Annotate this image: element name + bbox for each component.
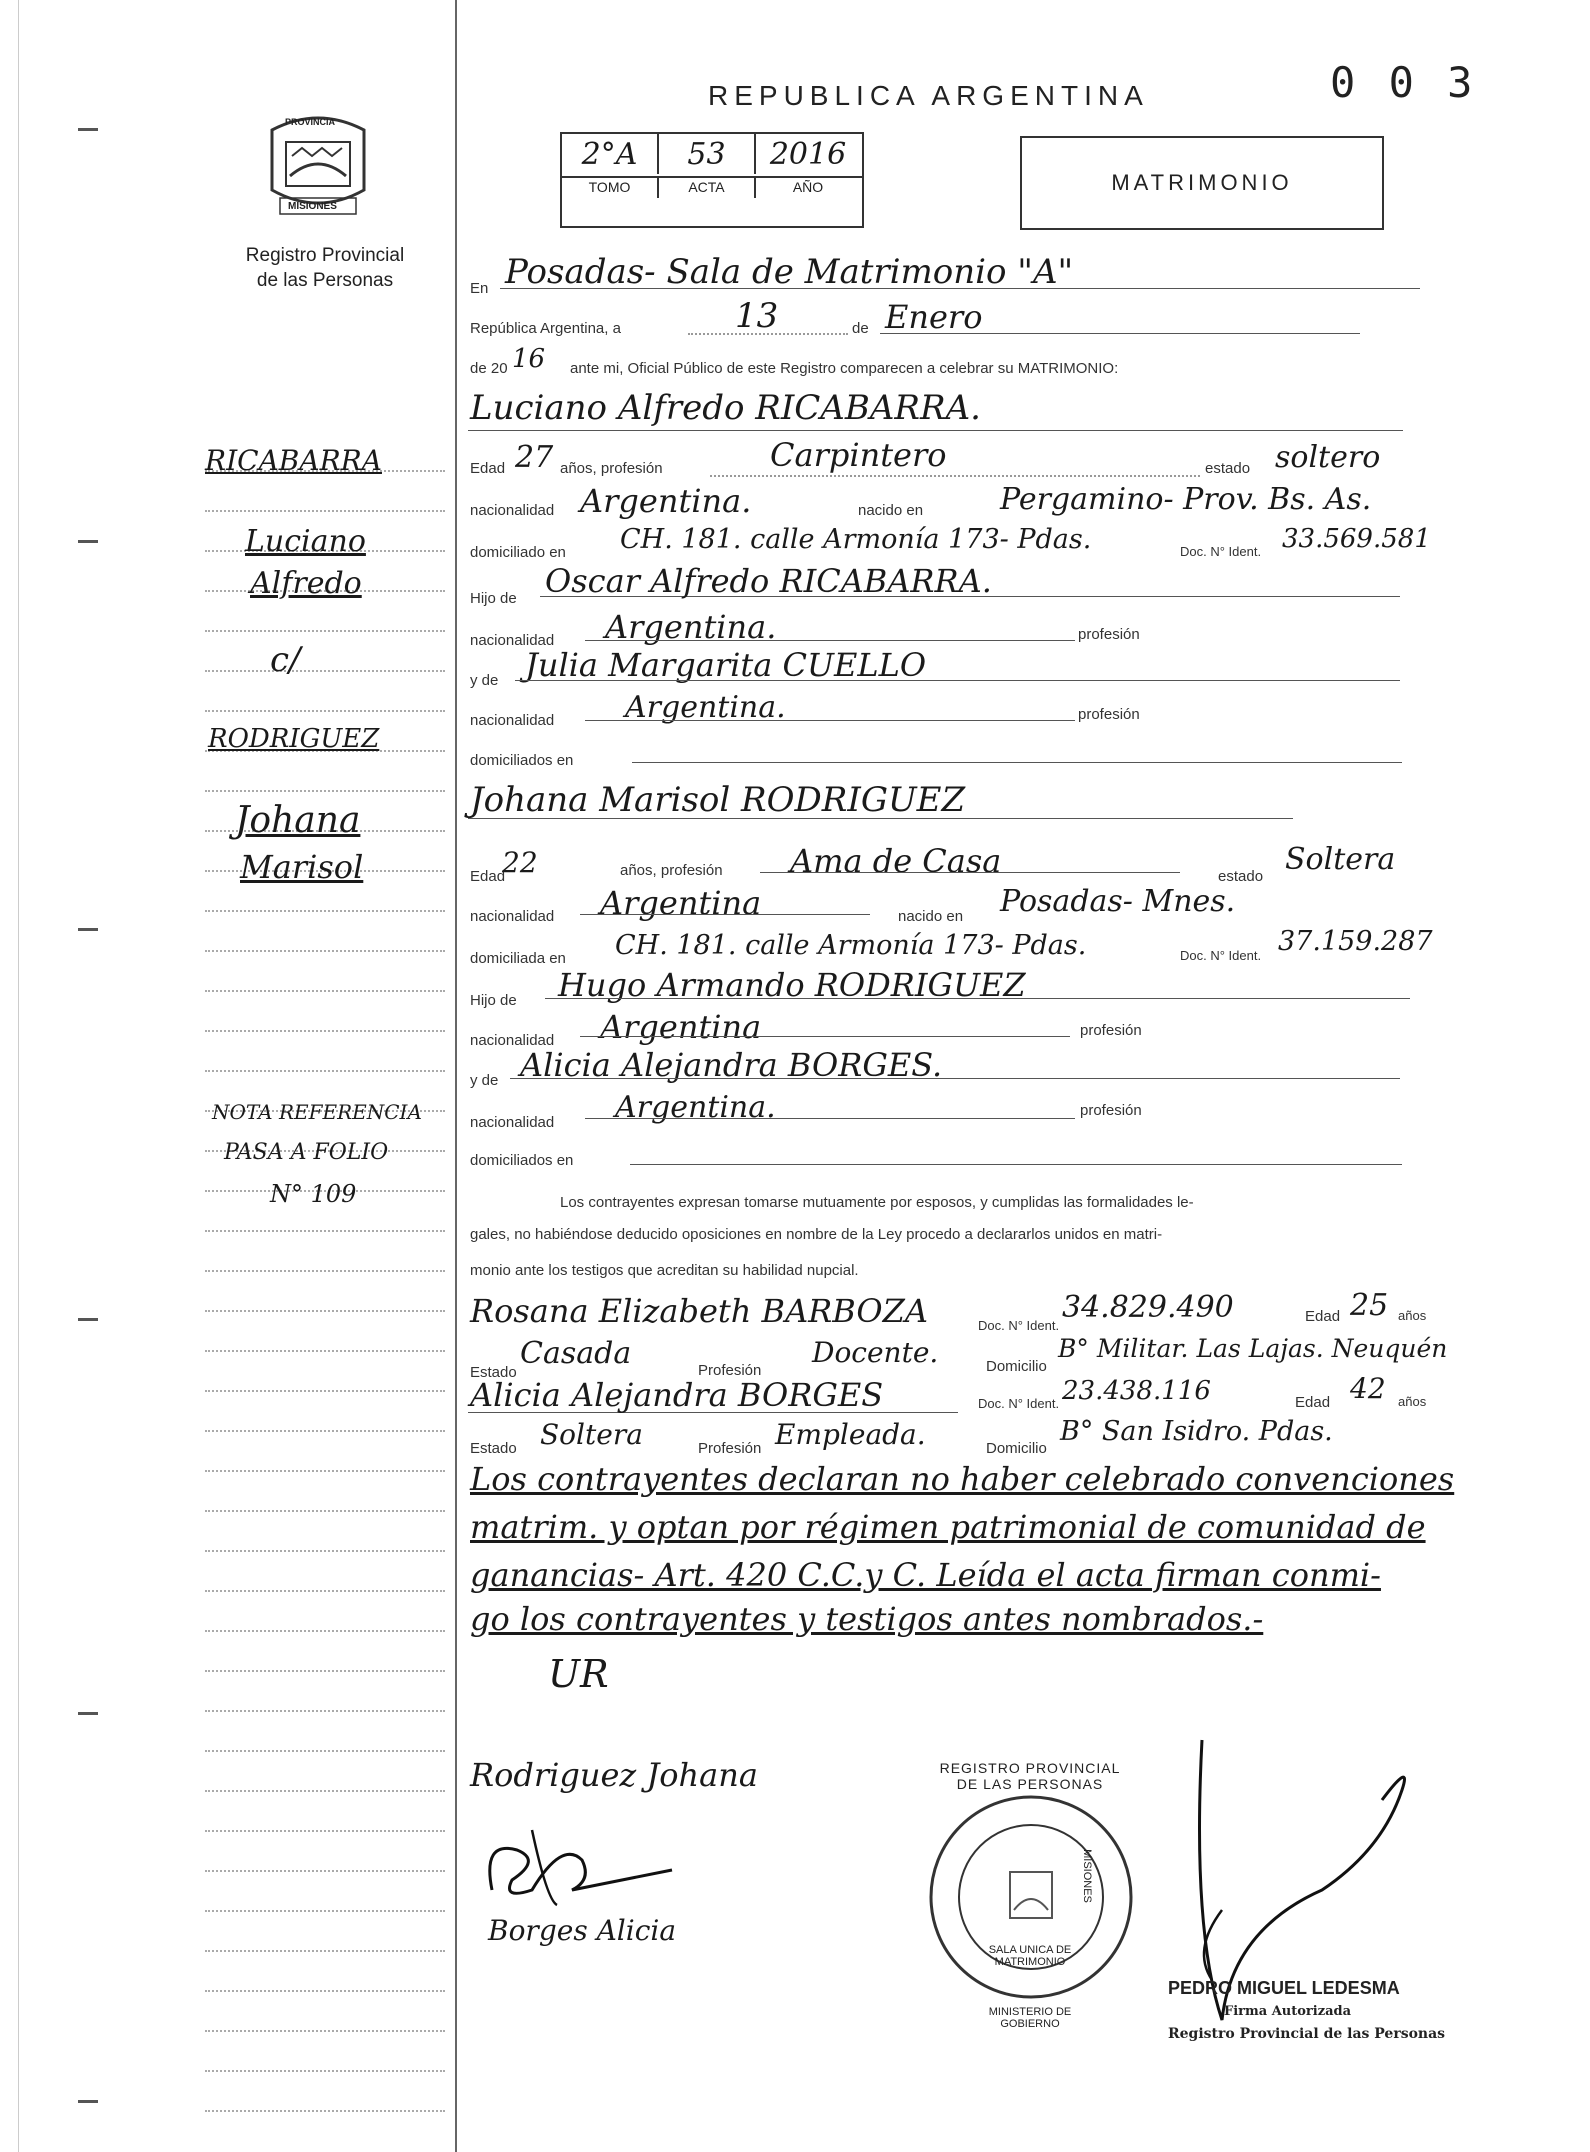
- month-value: Enero: [885, 298, 983, 336]
- groom-civil-status: soltero: [1275, 440, 1381, 475]
- binding-mark: [78, 128, 98, 131]
- bride-birthplace: Posadas- Mnes.: [1000, 884, 1236, 919]
- bride-nacionalidad-label: nacionalidad: [470, 908, 555, 925]
- witness1-name: Rosana Elizabeth BARBOZA: [470, 1292, 928, 1330]
- groom-mother: Julia Margarita CUELLO: [525, 646, 927, 684]
- groom-name2-margin: Alfredo: [250, 566, 362, 601]
- left-ruled-line: [205, 1310, 445, 1312]
- declaration-line-2: gales, no habiéndose deducido oposiciones en nombre de la Ley procedo a declararlos unidos en matri-: [470, 1226, 1163, 1243]
- witness2-profession: Empleada.: [775, 1418, 926, 1451]
- bride-father-prof-label: profesión: [1080, 1022, 1142, 1039]
- witness1-doc-label: Doc. N° Ident.: [978, 1318, 1060, 1333]
- left-ruled-line: [205, 1030, 445, 1032]
- bride-full-name: Johana Marisol RODRIGUEZ: [470, 780, 966, 820]
- signature-rodriguez: Rodriguez Johana: [470, 1756, 758, 1794]
- bride-domicilio-label: domiciliada en: [470, 950, 566, 967]
- year-suffix-value: 16: [512, 344, 546, 374]
- bride-nationality: Argentina: [600, 884, 762, 922]
- left-ruled-line: [205, 1750, 445, 1752]
- witness1-profesion-label: Profesión: [698, 1362, 762, 1379]
- left-ruled-line: [205, 1350, 445, 1352]
- record-box: [560, 132, 864, 228]
- bride-age: 22: [502, 846, 538, 879]
- notes-line-4: go los contrayentes y testigos antes nombrados.-: [470, 1600, 1264, 1638]
- witness1-edad-label: Edad: [1305, 1308, 1341, 1325]
- groom-father-nationality: Argentina.: [605, 608, 777, 646]
- groom-nacido-label: nacido en: [858, 502, 924, 519]
- note-reference-3: N° 109: [270, 1180, 357, 1208]
- notes-line-3: ganancias- Art. 420 C.C.y C. Leída el acta firman conmi-: [470, 1556, 1381, 1594]
- bride-mother-nationality: Argentina.: [615, 1090, 776, 1125]
- left-ruled-line: [205, 910, 445, 912]
- witness1-anios-label: años: [1398, 1308, 1427, 1323]
- left-ruled-line: [205, 790, 445, 792]
- left-ruled-line: [205, 1070, 445, 1072]
- groom-edad-label: Edad: [470, 460, 506, 477]
- en-label: En: [470, 280, 489, 297]
- declaration-line-1: Los contrayentes expresan tomarse mutuamente por esposos, y cumplidas las formalidades le-: [560, 1194, 1194, 1211]
- bride-doc-number: 37.159.287: [1278, 926, 1433, 957]
- tomo-value: 2°A: [562, 134, 659, 174]
- binding-mark: [78, 1712, 98, 1715]
- witness1-doc: 34.829.490: [1062, 1290, 1234, 1325]
- bride-yde-label: y de: [470, 1072, 499, 1089]
- bride-name2-margin: Marisol: [240, 848, 364, 886]
- groom-hijo-label: Hijo de: [470, 590, 517, 607]
- left-ruled-line: [205, 1510, 445, 1512]
- left-ruled-line: [205, 630, 445, 632]
- witness2-doc: 23.438.116: [1062, 1376, 1211, 1406]
- left-ruled-line: [205, 1550, 445, 1552]
- registry-line-1: Registro Provincial: [245, 245, 405, 266]
- groom-profession: Carpintero: [770, 436, 947, 474]
- left-ruled-line: [205, 1710, 445, 1712]
- left-ruled-line: [205, 1470, 445, 1472]
- groom-mother-nationality: Argentina.: [625, 690, 786, 725]
- bride-profesion-label: años, profesión: [620, 862, 723, 879]
- official-role: Firma Autorizada: [1224, 2004, 1352, 2019]
- groom-doc-label: Doc. N° Ident.: [1180, 544, 1262, 559]
- intro-rest-text: ante mi, Oficial Público de este Registro comparecen a celebrar su MATRIMONIO:: [570, 360, 1119, 377]
- acta-label: ACTA: [659, 176, 756, 198]
- bride-civil-status: Soltera: [1285, 842, 1396, 877]
- official-name: PEDRO MIGUEL LEDESMA: [1168, 1978, 1400, 1998]
- bride-edad-label: Edad: [470, 868, 506, 885]
- binding-mark: [78, 2100, 98, 2103]
- left-ruled-line: [205, 1990, 445, 1992]
- witness2-domicilio-label: Domicilio: [986, 1440, 1047, 1457]
- bride-hijo-label: Hijo de: [470, 992, 517, 1009]
- binding-mark: [78, 928, 98, 931]
- bride-estado-label: estado: [1218, 868, 1264, 885]
- left-ruled-line: [205, 1590, 445, 1592]
- binding-mark: [78, 1318, 98, 1321]
- witness1-estado-label: Estado: [470, 1364, 517, 1381]
- left-ruled-line: [205, 1390, 445, 1392]
- witness1-profession: Docente.: [812, 1336, 939, 1369]
- bride-mother-nac-label: nacionalidad: [470, 1114, 555, 1131]
- note-reference-1: NOTA REFERENCIA: [212, 1100, 422, 1124]
- bride-nacido-label: nacido en: [898, 908, 964, 925]
- bride-name1-margin: Johana: [235, 800, 361, 841]
- left-ruled-line: [205, 2110, 445, 2112]
- left-ruled-line: [205, 1670, 445, 1672]
- witness1-domicilio-label: Domicilio: [986, 1358, 1047, 1375]
- witness2-profesion-label: Profesión: [698, 1440, 762, 1457]
- left-ruled-line: [205, 1950, 445, 1952]
- registry-line-2: de las Personas: [256, 270, 394, 291]
- witness1-age: 25: [1350, 1288, 1389, 1323]
- groom-father: Oscar Alfredo RICABARRA.: [545, 562, 992, 600]
- groom-mother-prof-label: profesión: [1078, 706, 1140, 723]
- left-ruled-line: [205, 1230, 445, 1232]
- witness2-age: 42: [1350, 1372, 1386, 1405]
- column-divider: [455, 0, 457, 2152]
- left-ruled-line: [205, 510, 445, 512]
- left-ruled-line: [205, 2070, 445, 2072]
- groom-name1-margin: Luciano: [245, 524, 366, 559]
- witness2-name: Alicia Alejandra BORGES: [470, 1376, 884, 1414]
- bride-mother: Alicia Alejandra BORGES.: [520, 1046, 943, 1084]
- anio-label: AÑO: [792, 179, 824, 195]
- act-type-box: [1020, 136, 1384, 230]
- left-ruled-line: [205, 670, 445, 672]
- groom-nationality: Argentina.: [580, 482, 752, 520]
- groom-mother-nac-label: nacionalidad: [470, 712, 555, 729]
- acta-value: 53: [659, 134, 756, 174]
- left-ruled-line: [205, 1270, 445, 1272]
- left-ruled-line: [205, 990, 445, 992]
- bride-surname-margin: RODRIGUEZ: [208, 724, 380, 754]
- stamp-inner-text: SALA UNICA DE MATRIMONIO: [988, 1944, 1072, 1968]
- groom-surname-margin: RICABARRA: [205, 444, 382, 477]
- stamp-side-text: MISIONES: [1080, 1849, 1093, 1903]
- signature-barboza: [472, 1820, 702, 1910]
- groom-estado-label: estado: [1205, 460, 1251, 477]
- groom-birthplace: Pergamino- Prov. Bs. As.: [1000, 482, 1372, 517]
- logo-top-text: PROVINCIA: [285, 117, 336, 127]
- left-ruled-line: [205, 1910, 445, 1912]
- groom-father-prof-label: profesión: [1078, 626, 1140, 643]
- groom-domiciliados-label: domiciliados en: [470, 752, 574, 769]
- bride-doc-label: Doc. N° Ident.: [1180, 948, 1262, 963]
- witness2-status: Soltera: [540, 1418, 643, 1451]
- groom-nacionalidad-label: nacionalidad: [470, 502, 555, 519]
- witness1-status: Casada: [520, 1336, 632, 1371]
- connector-margin: c/: [270, 640, 301, 680]
- notes-initials: UR: [548, 1652, 609, 1696]
- witness2-doc-label: Doc. N° Ident.: [978, 1396, 1060, 1411]
- notes-line-2: matrim. y optan por régimen patrimonial de comunidad de: [470, 1508, 1426, 1546]
- groom-full-name: Luciano Alfredo RICABARRA.: [470, 388, 981, 428]
- stamp-ring-text: REGISTRO PROVINCIAL DE LAS PERSONAS: [939, 1760, 1121, 1792]
- note-reference-2: PASA A FOLIO: [224, 1140, 389, 1165]
- bride-domiciliados-label: domiciliados en: [470, 1152, 574, 1169]
- tomo-label: TOMO: [562, 176, 659, 198]
- stamp-bottom-text: MINISTERIO DE GOBIERNO: [988, 2006, 1072, 2030]
- groom-father-nac-label: nacionalidad: [470, 632, 555, 649]
- year-prefix-label: de 20: [470, 360, 508, 377]
- groom-yde-label: y de: [470, 672, 499, 689]
- left-ruled-line: [205, 950, 445, 952]
- witness2-anios-label: años: [1398, 1394, 1427, 1409]
- left-ruled-line: [205, 1790, 445, 1792]
- left-ruled-line: [205, 2030, 445, 2032]
- witness2-edad-label: Edad: [1295, 1394, 1331, 1411]
- bride-father-nationality: Argentina: [600, 1008, 762, 1046]
- declaration-line-3: monio ante los testigos que acreditan su habilidad nupcial.: [470, 1262, 859, 1279]
- groom-profesion-label: años, profesión: [560, 460, 663, 477]
- country-title: REPUBLICA ARGENTINA: [708, 80, 1149, 111]
- left-ruled-line: [205, 1870, 445, 1872]
- groom-address: CH. 181. calle Armonía 173- Pdas.: [620, 524, 1092, 555]
- witness1-address: B° Militar. Las Lajas. Neuquén: [1058, 1334, 1448, 1363]
- anio-value: 2016: [769, 136, 847, 172]
- official-office: Registro Provincial de las Personas: [1168, 2026, 1446, 2042]
- bride-father-nac-label: nacionalidad: [470, 1032, 555, 1049]
- left-ruled-line: [205, 1630, 445, 1632]
- witness2-address: B° San Isidro. Pdas.: [1060, 1416, 1333, 1447]
- bride-address: CH. 181. calle Armonía 173- Pdas.: [615, 930, 1087, 961]
- left-ruled-line: [205, 1430, 445, 1432]
- signature-borges: Borges Alicia: [488, 1914, 677, 1947]
- page-edge: [18, 0, 19, 2152]
- logo-bottom-text: MISIONES: [288, 201, 337, 212]
- groom-age: 27: [515, 440, 554, 475]
- witness2-estado-label: Estado: [470, 1440, 517, 1457]
- day-value: 13: [735, 296, 779, 336]
- bride-father: Hugo Armando RODRIGUEZ: [558, 966, 1026, 1004]
- bride-mother-prof-label: profesión: [1080, 1102, 1142, 1119]
- de-label: de: [852, 320, 869, 337]
- groom-domicilio-label: domiciliado en: [470, 544, 566, 561]
- left-ruled-line: [205, 1830, 445, 1832]
- bride-profession: Ama de Casa: [790, 842, 1002, 880]
- binding-mark: [78, 540, 98, 543]
- groom-doc-number: 33.569.581: [1282, 524, 1431, 554]
- left-ruled-line: [205, 710, 445, 712]
- act-type-label: MATRIMONIO: [1111, 170, 1293, 195]
- republica-label: República Argentina, a: [470, 320, 621, 337]
- registry-name: [205, 243, 445, 293]
- page-number: 0 0 3: [1330, 58, 1477, 107]
- registry-stamp: [926, 1792, 1136, 2002]
- place-value: Posadas- Sala de Matrimonio "A": [505, 252, 1074, 292]
- notes-line-1: Los contrayentes declaran no haber celebrado convenciones: [470, 1460, 1455, 1498]
